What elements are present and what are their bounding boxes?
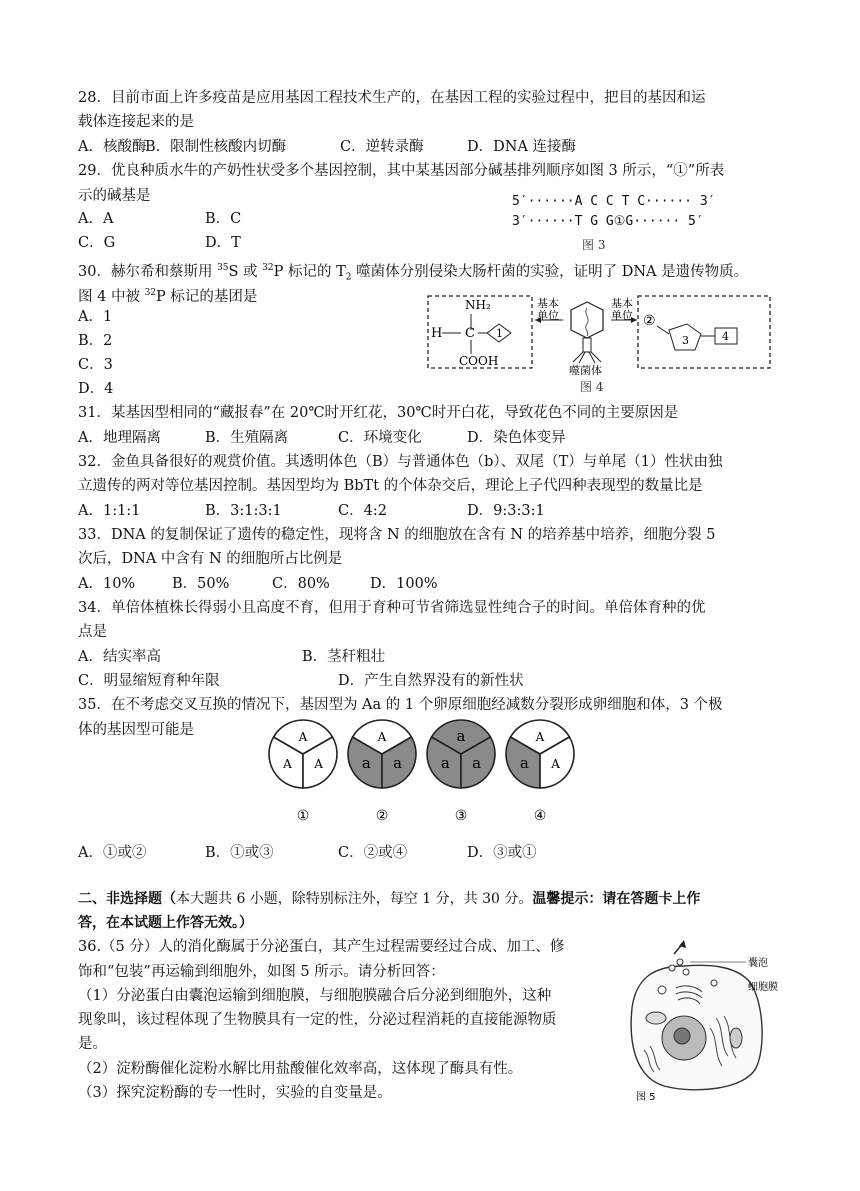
label-nh2: NH₂ xyxy=(465,298,491,312)
q30-option-d: D．4 xyxy=(78,381,114,397)
right-label-line1: 基本 xyxy=(611,297,633,310)
section-2-title: 二、非选择题（本大题共 6 小题，除特别标注外，每空 1 分，共 30 分。温馨提示：请在答题卡上作 xyxy=(78,891,701,907)
q30-option-b: B．2 xyxy=(78,333,113,349)
q35-option-d: D．③或① xyxy=(467,845,537,861)
fig5-caption: 图 5 xyxy=(636,1092,656,1103)
fig4-caption: 图 4 xyxy=(580,380,604,394)
q28-option-b: B．限制性核酸内切酶 xyxy=(145,139,287,155)
polar-body-group-2 xyxy=(348,720,416,824)
label-group-2: ② xyxy=(643,313,656,329)
q33-option-c: C．80% xyxy=(272,576,330,592)
label-membrane: 细胞膜 xyxy=(748,982,778,993)
polar-body-group-3 xyxy=(427,720,495,824)
polar-body-label: ① xyxy=(296,808,310,824)
section-2-title-line2: 答，在本试题上作答无效。） xyxy=(78,915,253,931)
q29-option-b: B．C xyxy=(205,211,242,227)
q34-stem-line1: 34．单倍体植株长得弱小且高度不育，但用于育种可节省筛选显性纯合子的时间。单倍体育种的优 xyxy=(78,600,706,616)
phage-tail xyxy=(583,338,591,352)
polar-body-genotype: a xyxy=(393,754,403,772)
left-label-line2: 单位 xyxy=(537,309,559,322)
polar-body-genotype: A xyxy=(551,757,560,771)
q31-option-d: D．染色体变异 xyxy=(467,430,566,446)
q29-stem-line2: 示的碱基是 xyxy=(78,188,151,204)
label-group-1: 1 xyxy=(496,327,503,340)
nucleotide-box xyxy=(638,296,770,368)
q33-option-d: D．100% xyxy=(370,576,438,592)
q30-option-a: A．1 xyxy=(78,309,113,325)
q28-stem-line2: 载体连接起来的是 xyxy=(78,114,194,130)
q33-option-a: A．10% xyxy=(78,576,136,592)
q32-option-c: C．4:2 xyxy=(338,503,387,519)
q28-option-c: C．逆转录酶 xyxy=(340,139,424,155)
label-c: C xyxy=(465,326,475,341)
q34-stem-line2: 点是 xyxy=(78,624,107,640)
figure-4 xyxy=(425,292,775,376)
q32-option-b: B．3:1:3:1 xyxy=(205,503,282,519)
label-h: H xyxy=(431,326,443,341)
q28-option-d: D．DNA 连接酶 xyxy=(467,139,577,155)
vesicle xyxy=(658,986,666,994)
q31-option-a: A．地理隔离 xyxy=(78,430,161,446)
polar-body-genotype: A xyxy=(298,730,308,744)
q28-option-a: A．核酸酶 xyxy=(78,139,147,155)
phage-label: 噬菌体 xyxy=(569,364,602,376)
q30-stem-line2: 图 4 中被 $^{32}$P 标记的基团是 xyxy=(78,288,258,305)
q35-option-a: A．①或② xyxy=(78,845,147,861)
polar-body-label: ③ xyxy=(454,808,468,824)
q36-sub1-line2: 现象叫，该过程体现了生物膜具有一定的性，分泌过程消耗的直接能源物质 xyxy=(78,1012,557,1028)
q32-option-a: A．1:1:1 xyxy=(78,503,141,519)
q36-stem-line1: 36.（5 分）人的消化酶属于分泌蛋白，其产生过程需要经过合成、加工、修 xyxy=(78,939,565,955)
label-cooh: COOH xyxy=(459,354,499,368)
q32-stem-line1: 32．金鱼具备很好的观赏价值。其透明体色（B）与普通体色（b）、双尾（T）与单尾（1）性状由独 xyxy=(78,454,723,470)
q28-stem-line1: 28．目前市面上许多疫苗是应用基因工程技术生产的，在基因工程的实验过程中，把目的基因和运 xyxy=(78,90,706,106)
q33-option-b: B．50% xyxy=(172,576,230,592)
polar-body-figure xyxy=(266,716,592,828)
q29-option-c: C．G xyxy=(78,235,116,251)
q36-sub3: （3）探究淀粉酶的专一性时，实验的自变量是。 xyxy=(78,1085,392,1101)
q33-stem-line2: 次后，DNA 中含有 N 的细胞所占比例是 xyxy=(78,551,343,567)
q36-sub1-line1: （1）分泌蛋白由囊泡运输到细胞膜，与细胞膜融合后分泌到细胞外，这种 xyxy=(78,988,552,1004)
q34-option-d: D．产生自然界没有的新性状 xyxy=(338,673,524,689)
q30-stem-line1: 30．赫尔希和蔡斯用 $^{35}$S 或 $^{32}$P 标记的 $T_2$ 噬菌体分别侵染大肠杆菌的实验，证明了 DNA 是遗传物质。 xyxy=(78,263,749,283)
polar-body-genotype: a xyxy=(456,727,466,745)
polar-body-genotype: A xyxy=(283,757,292,771)
fig3-caption: 图 3 xyxy=(582,238,606,252)
q30-option-c: C．3 xyxy=(78,357,113,373)
q31-option-b: B．生殖隔离 xyxy=(205,430,289,446)
fig3-top-strand: 5′······A C C T C······ 3′ xyxy=(512,194,716,209)
q29-option-a: A．A xyxy=(78,211,114,227)
label-group-3: 3 xyxy=(682,334,689,347)
q36-stem-line2: 饰和“包装”再运输到细胞外，如图 5 所示。请分析回答： xyxy=(78,964,445,980)
q29-stem-line1: 29．优良种质水牛的产奶性状受多个基因控制，其中某基因部分碱基排列顺序如图 3 所示，“①”所表 xyxy=(78,163,725,179)
q35-option-c: C．②或④ xyxy=(338,845,408,861)
q31-option-c: C．环境变化 xyxy=(338,430,422,446)
figure-5-cell xyxy=(624,938,794,1103)
polar-body-genotype: A xyxy=(377,730,387,744)
polar-body-genotype: a xyxy=(519,754,529,772)
polar-body-genotype: A xyxy=(314,757,323,771)
q31-stem-line1: 31．某基因型相同的“藏报春”在 20℃时开红花，30℃时开白花，导致花色不同的主要原因是 xyxy=(78,405,679,421)
polar-body-genotype: a xyxy=(440,754,450,772)
q34-option-c: C．明显缩短育种年限 xyxy=(78,673,220,689)
q32-option-d: D．9:3:3:1 xyxy=(467,503,545,519)
label-group-4: 4 xyxy=(722,330,729,343)
q35-option-b: B．①或③ xyxy=(205,845,274,861)
left-label-line1: 基本 xyxy=(537,297,559,310)
q33-stem-line1: 33．DNA 的复制保证了遗传的稳定性，现将含 N 的细胞放在含有 N 的培养基中培养，细胞分裂 5 xyxy=(78,527,716,543)
phage-head xyxy=(571,302,603,338)
q35-stem-line2: 体的基因型可能是 xyxy=(78,722,194,738)
q36-sub2: （2）淀粉酶催化淀粉水解比用盐酸催化效率高，这体现了酶具有性。 xyxy=(78,1061,523,1077)
polar-body-genotype: a xyxy=(472,754,482,772)
polar-body-group-1 xyxy=(269,720,337,824)
fig3-bottom-strand: 3′······T G G①G······ 5′ xyxy=(512,214,704,229)
polar-body-label: ④ xyxy=(533,808,547,824)
polar-body-genotype: A xyxy=(535,730,545,744)
q34-option-b: B．茎秆粗壮 xyxy=(302,649,386,665)
polar-body-group-4 xyxy=(506,720,574,824)
right-label-line2: 单位 xyxy=(611,309,633,322)
label-vesicle: 囊泡 xyxy=(748,958,768,969)
q34-option-a: A．结实率高 xyxy=(78,649,161,665)
polar-body-genotype: a xyxy=(361,754,371,772)
q32-stem-line2: 立遗传的两对等位基因控制。基因型均为 BbTt 的个体杂交后，理论上子代四种表现型的数量比是 xyxy=(78,478,703,494)
polar-body-label: ② xyxy=(375,808,389,824)
q35-stem-line1: 35．在不考虑交叉互换的情况下，基因型为 Aa 的 1 个卵原细胞经减数分裂形成卵细胞和体，3 个极 xyxy=(78,697,723,713)
q36-sub1-line3: 是。 xyxy=(78,1036,107,1052)
q29-option-d: D．T xyxy=(205,235,241,251)
